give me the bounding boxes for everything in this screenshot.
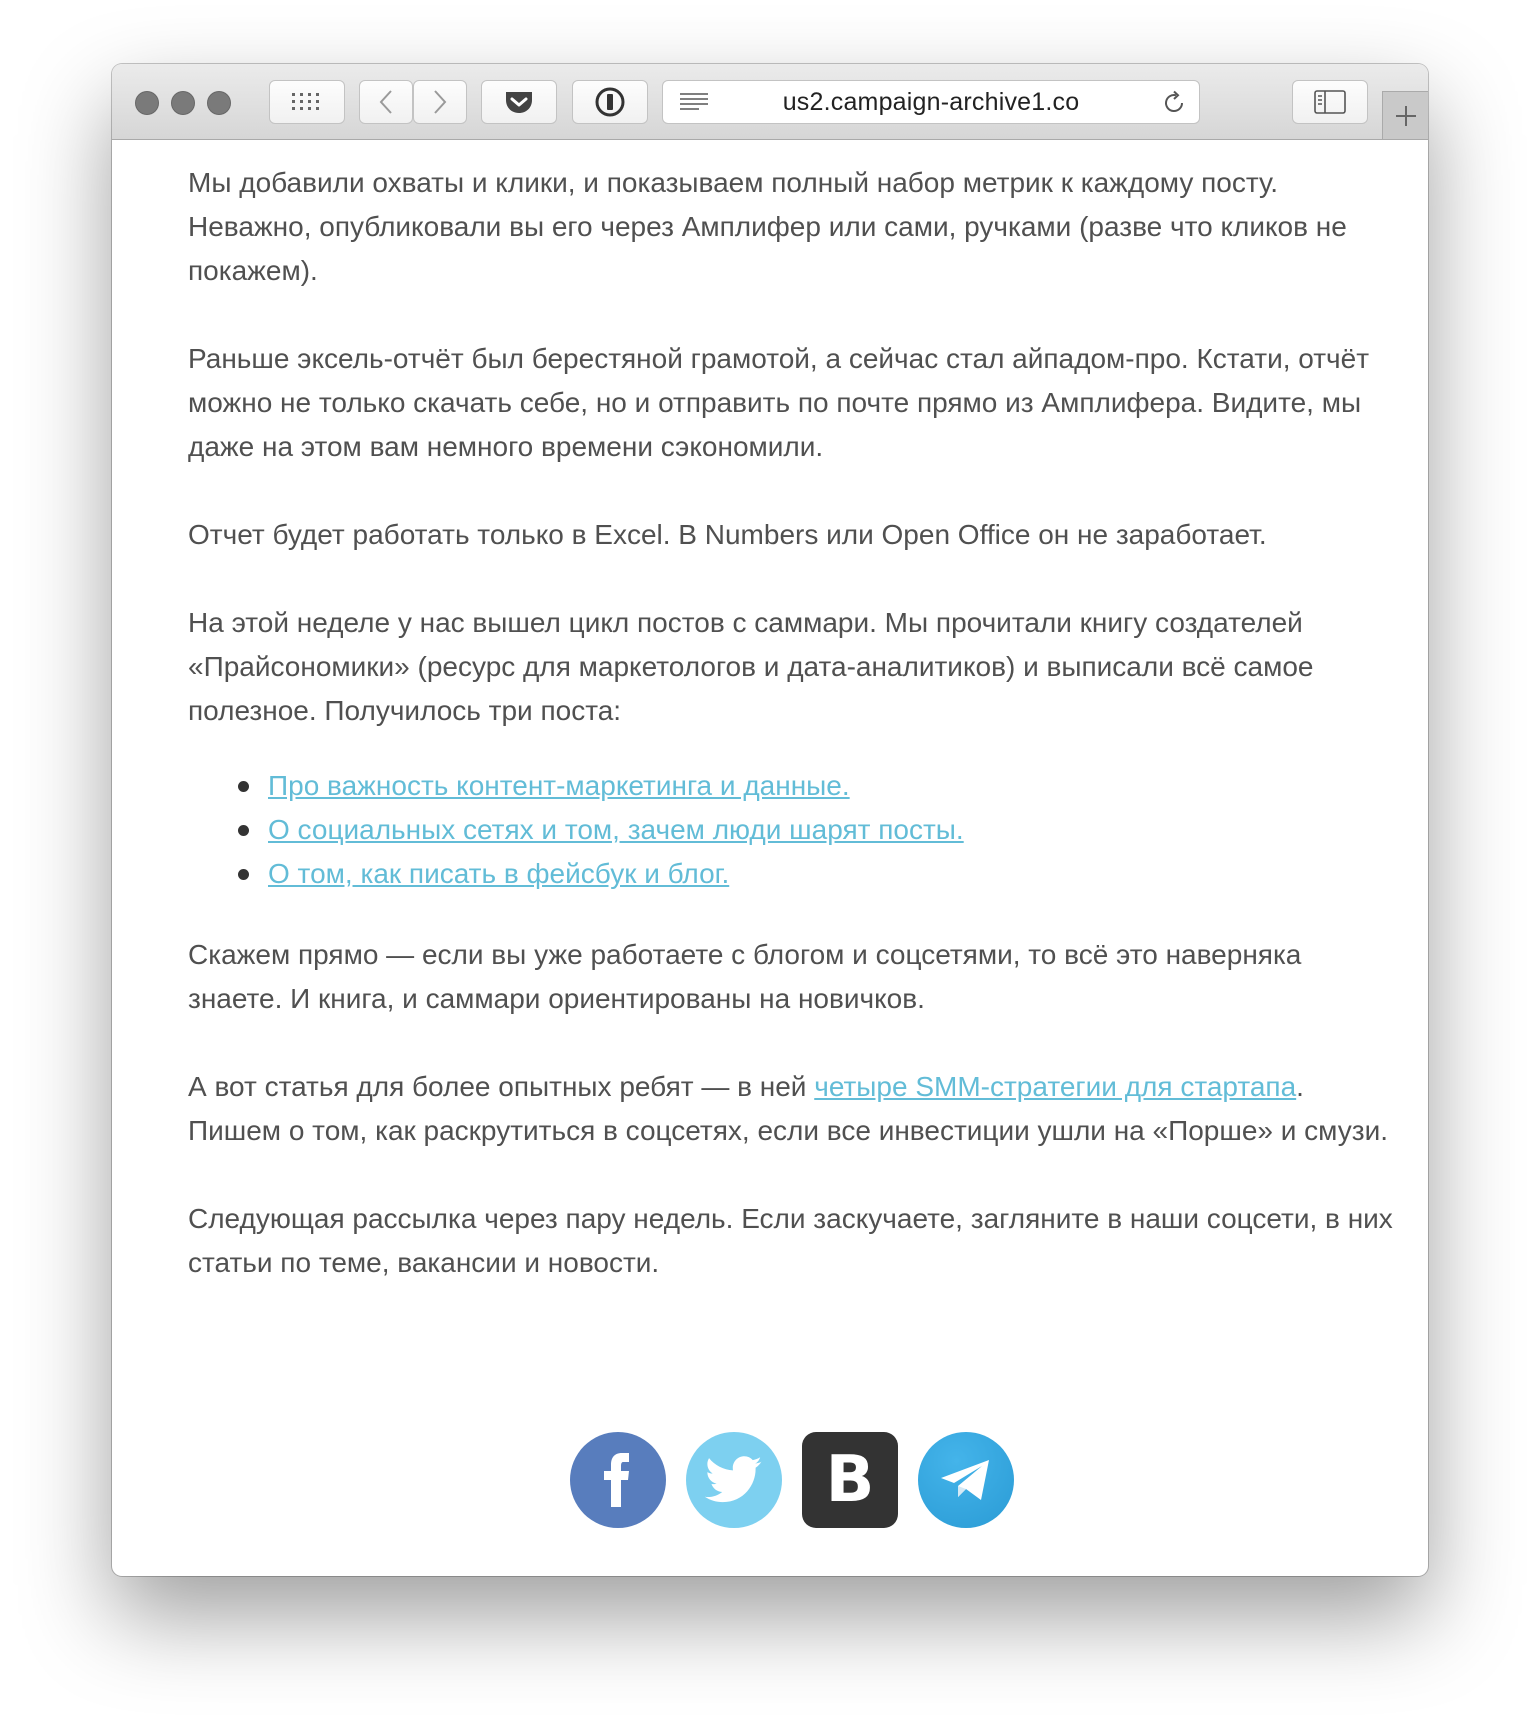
telegram-icon [939,1457,993,1503]
paragraph-next-newsletter: Следующая рассылка через пару недель. Если заскучаете, загляните в наши соцсети, в них статьи по теме, вакансии и новости. [188,1203,1393,1278]
list-item [268,764,1398,808]
vk-button[interactable] [802,1432,898,1528]
newsletter-body [188,161,1398,1329]
bullet [238,781,249,792]
zoom-window-button[interactable] [207,91,231,115]
smm-text-before: А вот статья для более опытных ребят — в ней [188,1071,815,1102]
browser-window [112,64,1428,1576]
telegram-button[interactable] [918,1432,1014,1528]
1password-icon [594,86,626,118]
grid-icon [291,92,323,112]
facebook-button[interactable] [570,1432,666,1528]
top-sites-button[interactable] [269,80,345,124]
bullet [238,825,249,836]
minimize-window-button[interactable] [171,91,195,115]
list-item [268,808,1398,852]
twitter-button[interactable] [686,1432,782,1528]
facebook-icon [598,1452,638,1508]
smm-text-after: . Пишем о том, как раскрутиться в соцсетях, если все инвестиции ушли на «Порше» и смузи. [188,1071,1389,1146]
list-item [268,852,1398,896]
twitter-icon [705,1456,763,1504]
address-bar[interactable] [662,80,1200,124]
paragraph-metrics: Мы добавили охваты и клики, и показываем полный набор метрик к каждому посту. Неважно, опубликовали вы его через Амплифер или сами, ручками (разве что кликов не покажем). [188,167,1347,286]
paragraph-for-beginners: Скажем прямо — если вы уже работаете с блогом и соцсетями, то всё это наверняка знаете. И книга, и саммари ориентированы на новичков. [188,939,1302,1014]
smm-strategies-link[interactable]: четыре SMM-стратегии для стартапа [814,1071,1297,1102]
post-link-facebook-blog[interactable]: О том, как писать в фейсбук и блог. [268,858,730,889]
reload-icon[interactable] [1161,90,1187,116]
chevron-left-icon [378,89,394,115]
social-links [570,1432,1014,1528]
pocket-icon [504,89,534,115]
paragraph-smm-strategies [188,1065,1398,1153]
back-button[interactable] [359,80,413,124]
bullet [238,869,249,880]
forward-button[interactable] [413,80,467,124]
url-text: us2.campaign-archive1.co [782,88,1080,116]
new-tab-button[interactable] [1382,91,1428,139]
password-manager-button[interactable] [572,80,648,124]
close-window-button[interactable] [135,91,159,115]
post-link-social-networks[interactable]: О социальных сетях и том, зачем люди шарят посты. [268,814,964,845]
paragraph-excel-report: Раньше эксель-отчёт был берестяной грамотой, а сейчас стал айпадом-про. Кстати, отчёт можно не только скачать себе, но и отправить по почте прямо из Амплифера. Видите, мы даже на этом вам немного времени сэкономили. [188,343,1370,462]
sidebar-icon [1314,90,1346,114]
sidebar-button[interactable] [1292,80,1368,124]
pocket-button[interactable] [481,80,557,124]
paragraph-summary-series: На этой неделе у нас вышел цикл постов с саммари. Мы прочитали книгу создателей «Прайсономики» (ресурс для маркетологов и дата-аналитиков) и выписали всё самое полезное. Получилось три поста: [188,607,1314,726]
browser-toolbar [112,64,1428,140]
vk-icon: B [825,1443,875,1517]
chevron-right-icon [432,89,448,115]
post-link-content-marketing[interactable]: Про важность контент-маркетинга и данные. [268,770,850,801]
plus-icon [1395,105,1417,127]
post-links-list [188,764,1398,896]
paragraph-excel-only: Отчет будет работать только в Excel. В Numbers или Open Office он не заработает. [188,519,1267,550]
